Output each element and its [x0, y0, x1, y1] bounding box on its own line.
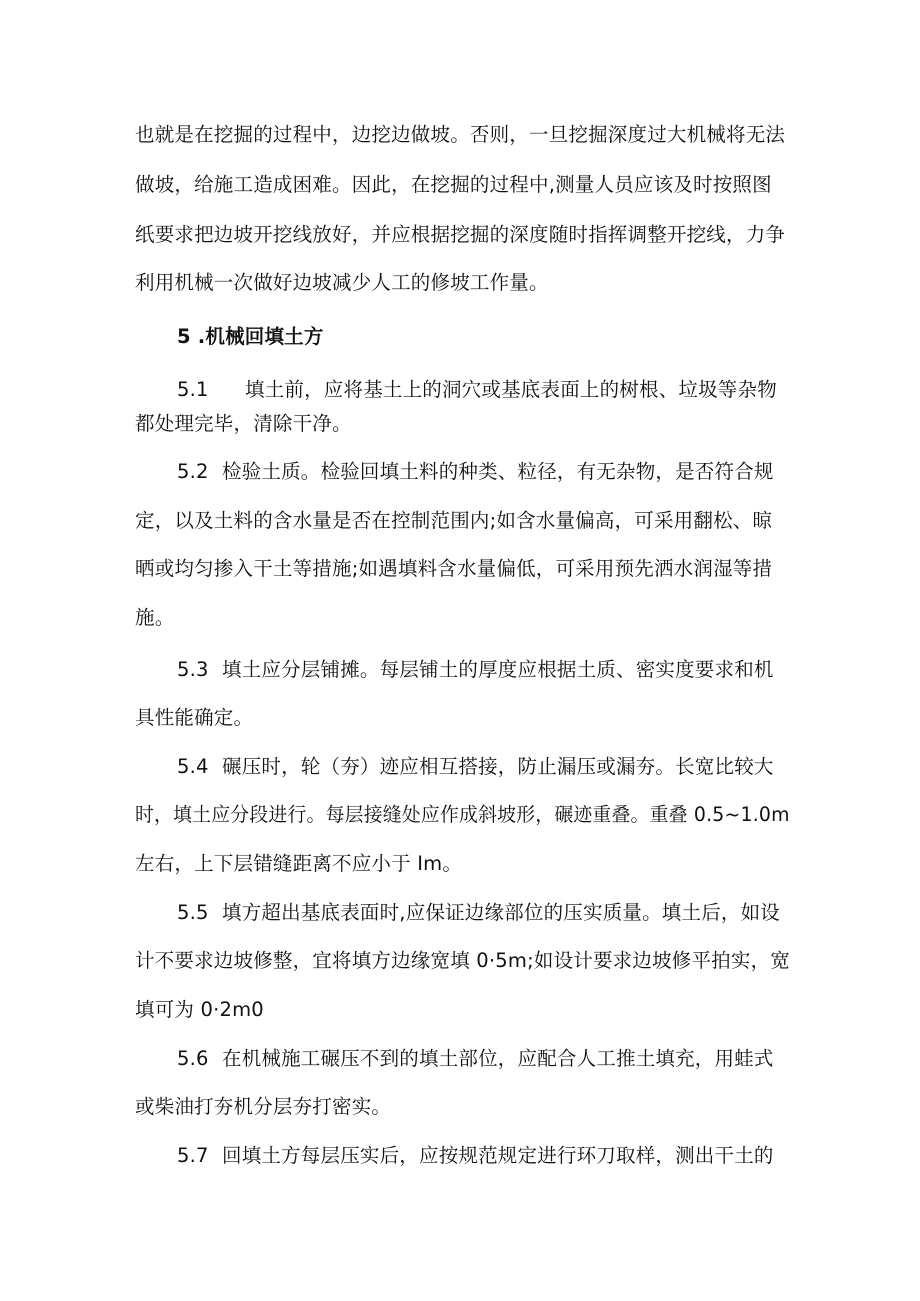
item-line: 碾压时，轮（夯）迹应相互搭接，防止漏压或漏夯。长宽比较大: [222, 755, 774, 778]
item-line: 填可为 0·2m0: [135, 998, 264, 1021]
item-line: 填方超出基底表面时,应保证边缘部位的压实质量。填土后，如设: [222, 901, 780, 924]
item-line: 晒或均匀掺入干土等措施;如遇填料含水量偏低，可采用预先洒水润湿等措: [135, 557, 773, 580]
item-line: 检验土质。检验回填土料的种类、粒径，有无杂物，是否符合规: [222, 460, 774, 483]
item-line: 具性能确定。: [135, 706, 254, 729]
paragraph-line: 做坡，给施工造成困难。因此，在挖掘的过程中,测量人员应该及时按照图: [135, 173, 772, 196]
item-number: 5.3: [177, 658, 209, 681]
item-number: 5.7: [177, 1144, 209, 1167]
item-line: 时，填土应分段进行。每层接缝处应作成斜坡形，碾迹重叠。重叠 0.5~1.0m: [135, 803, 790, 826]
item-number: 5.5: [177, 901, 209, 924]
item-line: 回填土方每层压实后，应按规范规定进行环刀取样，测出干土的: [222, 1144, 774, 1167]
item-number: 5.4: [177, 755, 209, 778]
item-line: 左右，上下层错缝距离不应小于 Im。: [135, 852, 463, 875]
item-number: 5.6: [177, 1047, 209, 1070]
item-line: 都处理完毕，清除干净。: [135, 412, 352, 435]
item-line: 填土应分层铺摊。每层铺土的厚度应根据土质、密实度要求和机: [222, 658, 774, 681]
item-line: 施。: [135, 606, 175, 629]
item-number: 5.2: [177, 460, 209, 483]
paragraph-line: 纸要求把边坡开挖线放好，并应根据挖掘的深度随时指挥调整开挖线，力争: [135, 223, 786, 246]
item-line: 定，以及土料的含水量是否在控制范围内;如含水量偏高，可采用翻松、晾: [135, 509, 773, 532]
paragraph-line: 也就是在挖掘的过程中，边挖边做坡。否则，一旦挖掘深度过大机械将无法: [135, 123, 786, 146]
item-line: 计不要求边坡修整，宜将填方边缘宽填 0·5m;如设计要求边坡修平拍实，宽: [135, 949, 790, 972]
paragraph-line: 利用机械一次做好边坡减少人工的修坡工作量。: [135, 271, 549, 294]
item-line: 在机械施工碾压不到的填土部位，应配合人工推土填充，用蛙式: [222, 1047, 774, 1070]
section-heading: 5 .机械回填土方: [177, 325, 324, 348]
item-line: 或柴油打夯机分层夯打密实。: [135, 1095, 392, 1118]
item-number: 5.1: [177, 378, 209, 401]
item-line: 填土前，应将基土上的洞穴或基底表面上的树根、垃圾等杂物: [245, 378, 777, 401]
